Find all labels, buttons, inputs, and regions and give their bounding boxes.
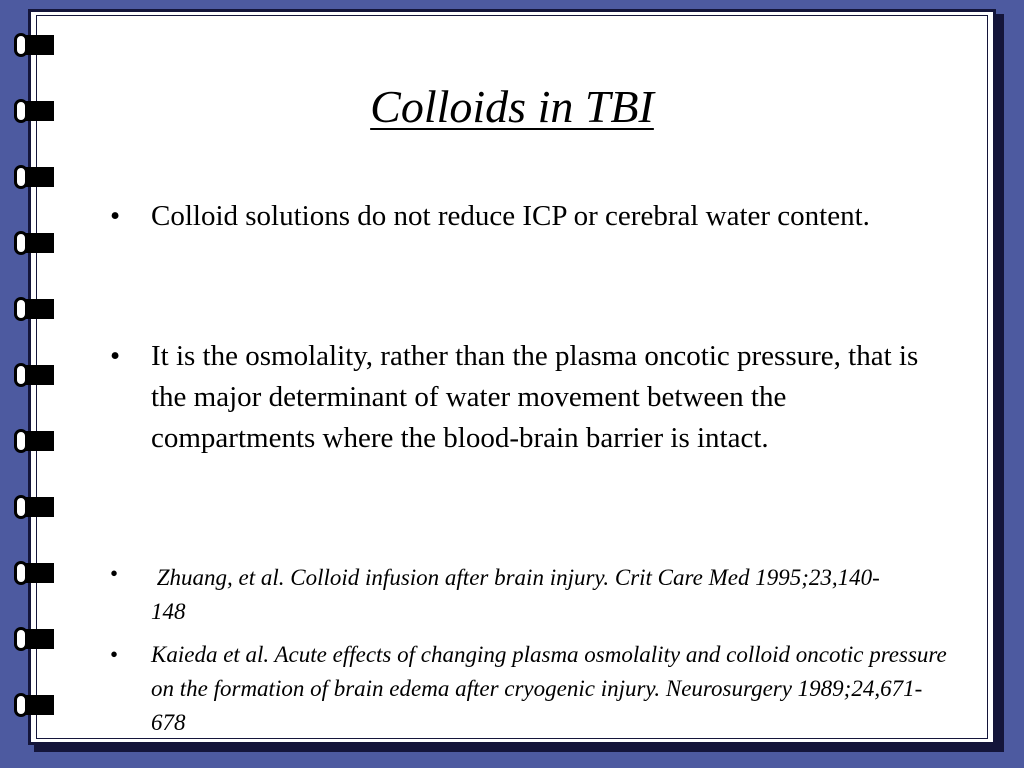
binder-ring-icon <box>14 429 54 453</box>
binder-ring-icon <box>14 561 54 585</box>
bullet-dot-icon: • <box>110 642 119 667</box>
binder-ring-hole <box>14 495 28 519</box>
slide-title: Colloids in TBI <box>370 81 654 132</box>
binder-ring-hole <box>14 231 28 255</box>
bullet-dot-icon: • <box>110 200 121 232</box>
binder-ring-icon <box>14 297 54 321</box>
binder-ring-icon <box>14 165 54 189</box>
bullet-text: Colloid solutions do not reduce ICP or cerebral water content. <box>151 200 870 232</box>
binder-ring-hole <box>14 99 28 123</box>
bullet-dot-icon: • <box>110 340 121 372</box>
binder-ring-hole <box>14 429 28 453</box>
binder-ring-hole <box>14 165 28 189</box>
reference-text: Zhuang, et al. Colloid infusion after brain injury. Crit Care Med 1995;23,140-148 <box>151 565 880 624</box>
binder-ring-icon <box>14 231 54 255</box>
bullet-text: It is the osmolality, rather than the plasma oncotic pressure, that is the major determinant of water movement between the compartments where the blood-brain barrier is intact. <box>151 340 919 454</box>
binder-ring-icon <box>14 33 54 57</box>
binder-ring-hole <box>14 693 28 717</box>
binder-ring-icon <box>14 495 54 519</box>
binder-ring-hole <box>14 363 28 387</box>
reference-text: Kaieda et al. Acute effects of changing plasma osmolality and colloid oncotic pressure on the formation of brain edema after cryogenic injury. Neurosurgery 1989;24,671-678 <box>151 642 947 735</box>
binder-ring-hole <box>14 297 28 321</box>
binder-ring-hole <box>14 33 28 57</box>
binder-ring-hole <box>14 627 28 651</box>
bullet-dot-icon: • <box>110 561 119 586</box>
binder-ring-icon <box>14 627 54 651</box>
binder-ring-icon <box>14 693 54 717</box>
binder-ring-icon <box>14 363 54 387</box>
binder-ring-hole <box>14 561 28 585</box>
